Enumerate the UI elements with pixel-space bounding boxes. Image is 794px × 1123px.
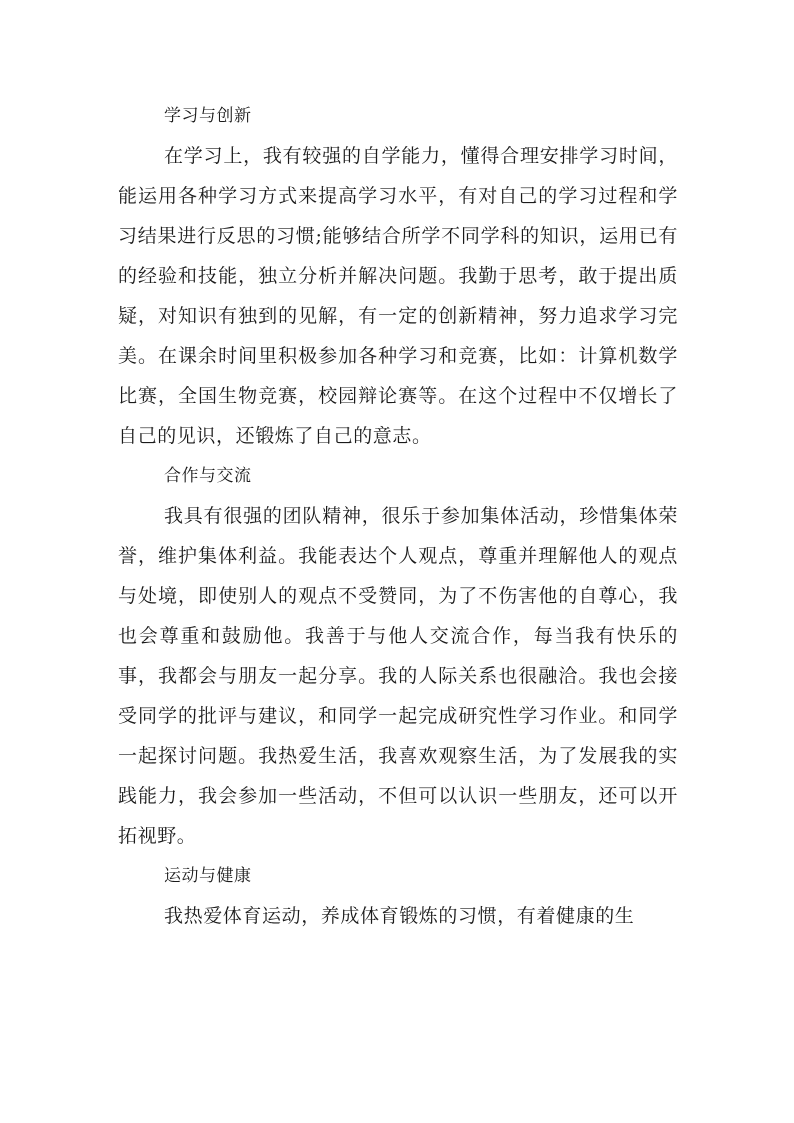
- section-heading-sports-health: 运动与健康: [164, 866, 252, 886]
- section-paragraph-study-innovation: 在学习上，我有较强的自学能力，懂得合理安排学习时间，能运用各种学习方式来提高学习水平，有对自己的学习过程和学习结果进行反思的习惯;能够结合所学不同学科的知识，运用已有的经验和技能，独立分析并解决问题。我勤于思考，敢于提出质疑，对知识有独到的见解，有一定的创新精神，努力追求学习完美。在课余时间里积极参加各种学习和竞赛，比如：计算机数学比赛，全国生物竞赛，校园辩论赛等。在这个过程中不仅增长了自己的见识，还锻炼了自己的意志。: [118, 145, 678, 447]
- document-body: [118, 96, 678, 936]
- section-heading-study-innovation: 学习与创新: [164, 106, 252, 126]
- section-heading-cooperation-communication: 合作与交流: [164, 466, 252, 486]
- section-paragraph-cooperation-communication: 我具有很强的团队精神，很乐于参加集体活动，珍惜集体荣誉，维护集体利益。我能表达个人观点，尊重并理解他人的观点与处境，即使别人的观点不受赞同，为了不伤害他的自尊心，我也会尊重和鼓励他。我善于与他人交流合作，每当我有快乐的事，我都会与朋友一起分享。我的人际关系也很融洽。我也会接受同学的批评与建议，和同学一起完成研究性学习作业。和同学一起探讨问题。我热爱生活，我喜欢观察生活，为了发展我的实践能力，我会参加一些活动，不但可以认识一些朋友，还可以开拓视野。: [118, 505, 678, 847]
- section-paragraph-sports-health: 我热爱体育运动，养成体育锻炼的习惯，有着健康的生: [164, 905, 635, 927]
